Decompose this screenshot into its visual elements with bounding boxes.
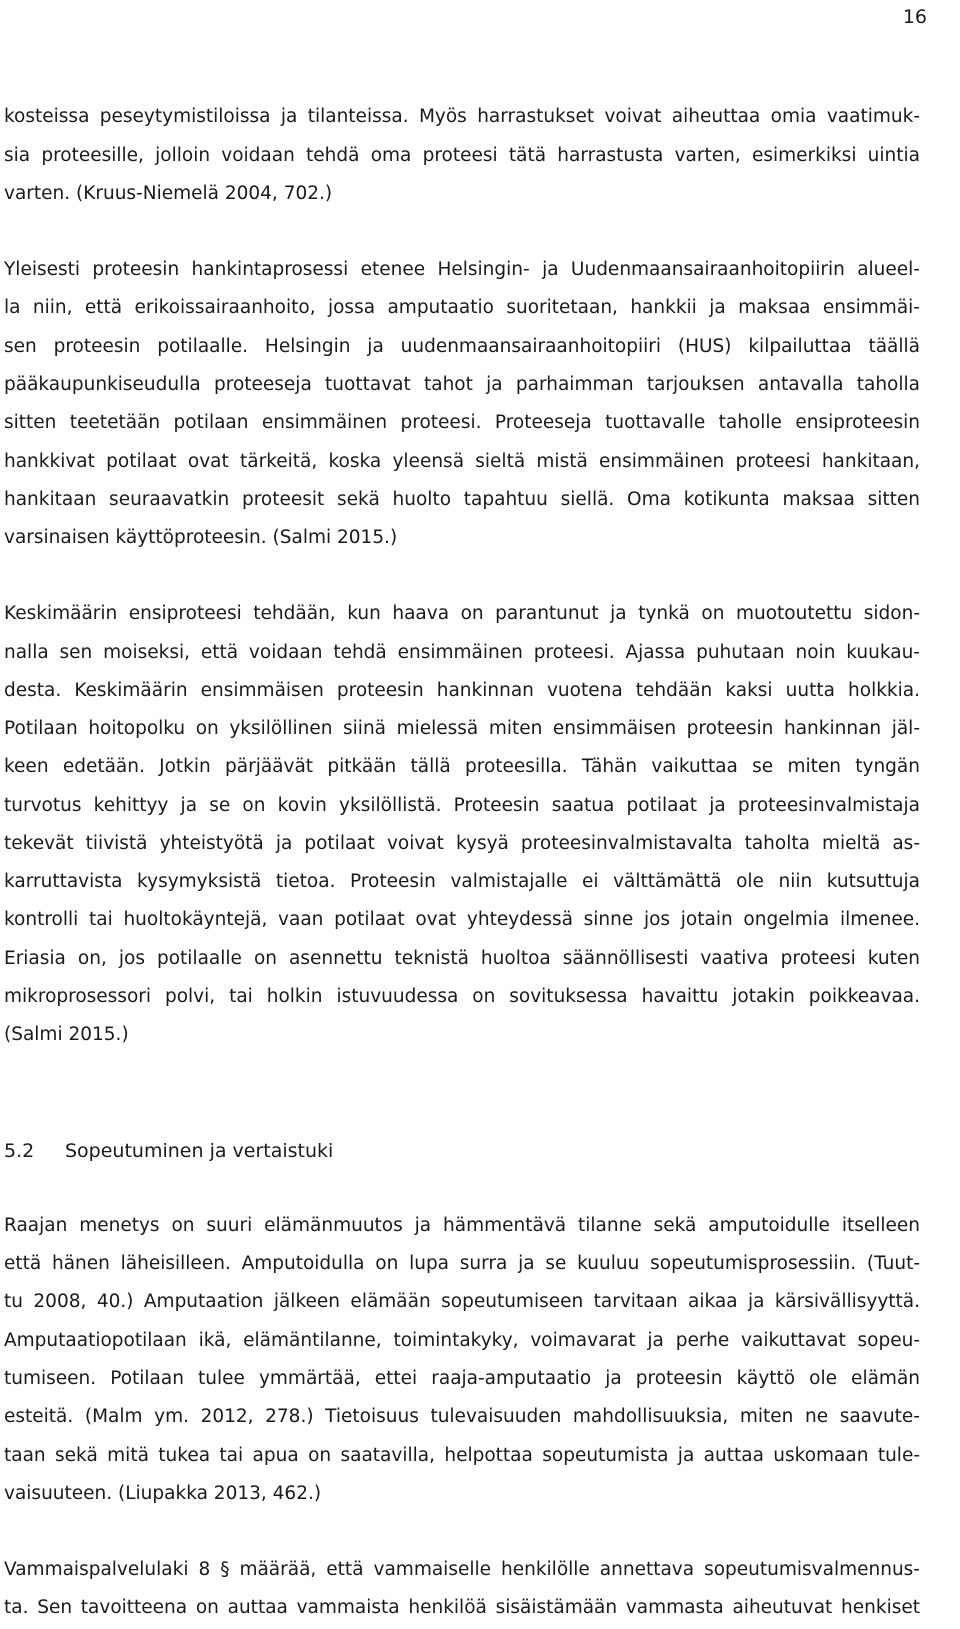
text-line: la niin, että erikoissairaanhoito, jossa amputaatio suoritetaan, hankkii ja maksaa ensimmäi- — [4, 297, 920, 318]
text-line: Potilaan hoitopolku on yksilöllinen siinä mielessä miten ensimmäisen proteesin hankinnan jäl- — [4, 718, 920, 739]
text-line: Vammaispalvelulaki 8 § määrää, että vammaiselle henkilölle annettava sopeutumisvalmennus- — [4, 1559, 920, 1580]
text-line: karruttavista kysymyksistä tietoa. Proteesin valmistajalle ei välttämättä ole niin kutsuttuja — [4, 871, 920, 892]
text-line: Raajan menetys on suuri elämänmuutos ja hämmentävä tilanne sekä amputoidulle itselleen — [4, 1215, 920, 1236]
text-line: pääkaupunkiseudulla proteeseja tuottavat tahot ja parhaimman tarjouksen antavalla taholla — [4, 374, 920, 395]
text-line: esteitä. (Malm ym. 2012, 278.) Tietoisuus tulevaisuuden mahdollisuuksia, miten ne saavute- — [4, 1406, 920, 1427]
text-line: kosteissa peseytymistiloissa ja tilanteissa. Myös harrastukset voivat aiheuttaa omia vaatimuk- — [4, 106, 920, 127]
text-line: Eriasia on, jos potilaalle on asennettu teknistä huoltoa säännöllisesti vaativa proteesi kuten — [4, 948, 920, 969]
text-line: turvotus kehittyy ja se on kovin yksilöllistä. Proteesin saatua potilaat ja proteesinvalmistaja — [4, 795, 920, 816]
text-line: ta. Sen tavoitteena on auttaa vammaista henkilöä sisäistämään vammasta aiheutuvat henkiset — [4, 1597, 920, 1618]
text-line: tu 2008, 40.) Amputaation jälkeen elämään sopeutumiseen tarvitaan aikaa ja kärsivällisyyttä. — [4, 1291, 920, 1312]
text-line: Yleisesti proteesin hankintaprosessi etenee Helsingin- ja Uudenmaansairaanhoitopiirin alueel- — [4, 259, 920, 280]
text-line: taan sekä mitä tukea tai apua on saatavilla, helpottaa sopeutumista ja auttaa uskomaan tule- — [4, 1445, 920, 1466]
text-line: Keskimäärin ensiproteesi tehdään, kun haava on parantunut ja tynkä on muotoutettu sidon- — [4, 603, 920, 624]
text-line: vaisuuteen. (Liupakka 2013, 462.) — [4, 1483, 322, 1504]
text-line: Amputaatiopotilaan ikä, elämäntilanne, toimintakyky, voimavarat ja perhe vaikuttavat sopeu- — [4, 1330, 920, 1351]
section-title: Sopeutuminen ja vertaistuki — [65, 1140, 334, 1162]
text-line: sitten teetetään potilaan ensimmäinen proteesi. Proteeseja tuottavalle taholle ensiproteesin — [4, 412, 920, 433]
text-line: kontrolli tai huoltokäyntejä, vaan potilaat ovat yhteydessä sinne jos jotain ongelmia ilmenee. — [4, 909, 920, 930]
text-line: että hänen läheisilleen. Amputoidulla on lupa surra ja se kuuluu sopeutumisprosessiin. (Tuut- — [4, 1253, 920, 1274]
text-line: sia proteesille, jolloin voidaan tehdä oma proteesi tätä harrastusta varten, esimerkiksi uintia — [4, 145, 920, 166]
text-line: sen proteesin potilaalle. Helsingin ja uudenmaansairaanhoitopiiri (HUS) kilpailuttaa täällä — [4, 336, 920, 357]
text-line: nalla sen moiseksi, että voidaan tehdä ensimmäinen proteesi. Ajassa puhutaan noin kuukau- — [4, 642, 920, 663]
text-line: (Salmi 2015.) — [4, 1024, 129, 1045]
text-line: tekevät tiivistä yhteistyötä ja potilaat voivat kysyä proteesinvalmistavalta taholta mieltä as- — [4, 833, 920, 854]
text-line: keen edetään. Jotkin pärjäävät pitkään tällä proteesilla. Tähän vaikuttaa se miten tyngän — [4, 756, 920, 777]
section-number: 5.2 — [4, 1140, 35, 1162]
text-line: varten. (Kruus-Niemelä 2004, 702.) — [4, 183, 333, 204]
text-line: hankkivat potilaat ovat tärkeitä, koska yleensä sieltä mistä ensimmäinen proteesi hankitaan, — [4, 451, 920, 472]
page-number: 16 — [902, 6, 927, 28]
text-line: tumiseen. Potilaan tulee ymmärtää, ettei raaja-amputaatio ja proteesin käyttö ole elämän — [4, 1368, 920, 1389]
text-line: varsinaisen käyttöproteesin. (Salmi 2015.) — [4, 527, 398, 548]
text-line: desta. Keskimäärin ensimmäisen proteesin hankinnan vuotena tehdään kaksi uutta holkkia. — [4, 680, 920, 701]
text-line: hankitaan seuraavatkin proteesit sekä huolto tapahtuu siellä. Oma kotikunta maksaa sitten — [4, 489, 920, 510]
text-line: mikroprosessori polvi, tai holkin istuvuudessa on sovituksessa havaittu jotakin poikkeavaa. — [4, 986, 920, 1007]
